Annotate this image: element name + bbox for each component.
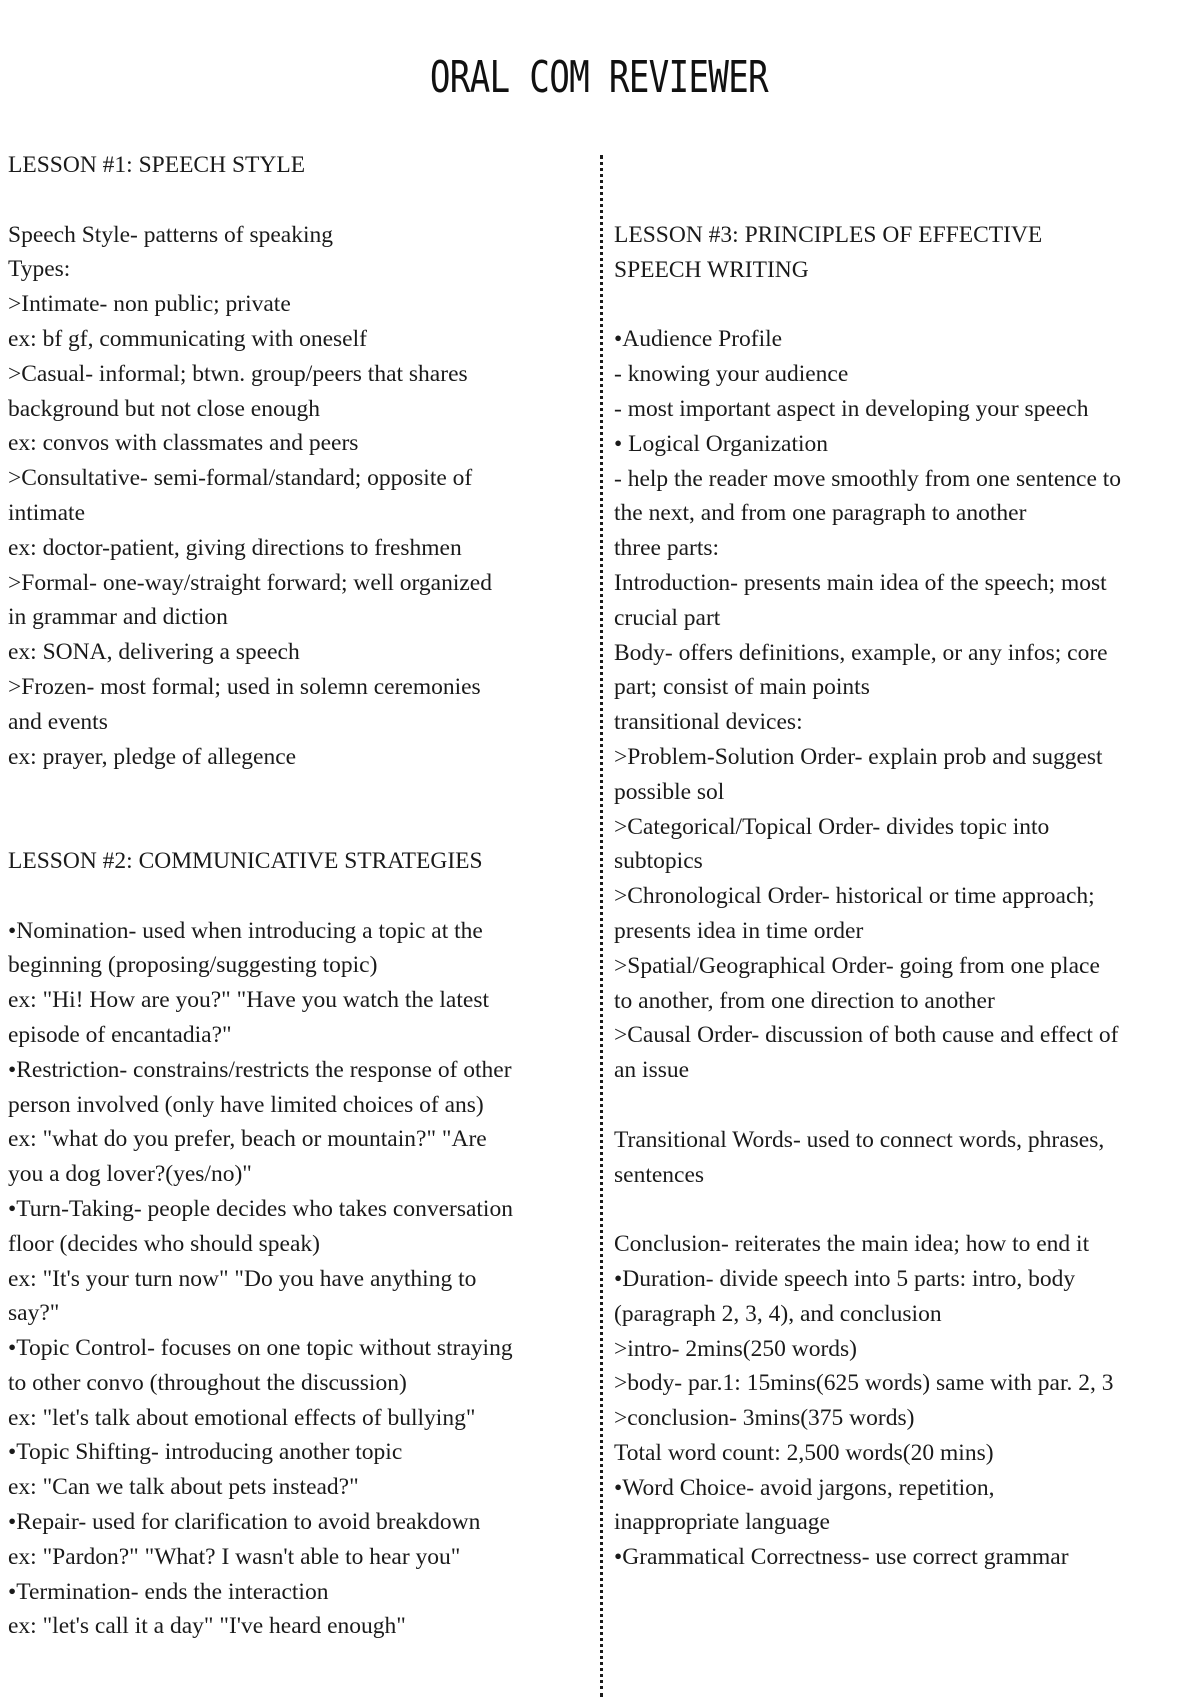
text-line: >Chronological Order- historical or time approach; <box>614 883 1095 910</box>
text-line: ex: "It's your turn now" "Do you have anything to <box>8 1265 477 1292</box>
text-line: to other convo (throughout the discussion) <box>8 1369 407 1396</box>
text-line: presents idea in time order <box>614 917 864 944</box>
text-line: (paragraph 2, 3, 4), and conclusion <box>614 1300 942 1327</box>
text-line: Total word count: 2,500 words(20 mins) <box>614 1439 994 1466</box>
text-line: >Frozen- most formal; used in solemn ceremonies <box>8 673 481 700</box>
text-line: >Casual- informal; btwn. group/peers that shares <box>8 360 468 387</box>
text-line: •Grammatical Correctness- use correct grammar <box>614 1544 1069 1571</box>
text-line: Body- offers definitions, example, or any infos; core <box>614 639 1108 666</box>
text-line: •Restriction- constrains/restricts the response of other <box>8 1056 512 1083</box>
right-column <box>614 218 1196 1575</box>
text-line: >body- par.1: 15mins(625 words) same with par. 2, 3 <box>614 1370 1114 1397</box>
text-line: ex: "Hi! How are you?" "Have you watch the latest <box>8 987 489 1014</box>
text-line: intimate <box>8 499 86 526</box>
text-line: and events <box>8 708 108 735</box>
text-line: >conclusion- 3mins(375 words) <box>614 1405 915 1432</box>
text-line: in grammar and diction <box>8 604 228 631</box>
text-line: >Spatial/Geographical Order- going from one place <box>614 952 1100 979</box>
text-line: ex: convos with classmates and peers <box>8 430 359 457</box>
text-line: •Audience Profile <box>614 326 783 353</box>
text-line: ex: prayer, pledge of allegence <box>8 743 297 770</box>
text-line: beginning (proposing/suggesting topic) <box>8 952 378 979</box>
text-line: >intro- 2mins(250 words) <box>614 1335 858 1362</box>
text-line: you a dog lover?(yes/no)" <box>8 1161 252 1188</box>
left-column <box>8 148 593 1644</box>
text-line: sentences <box>614 1161 705 1188</box>
lesson-heading-line: LESSON #3: PRINCIPLES OF EFFECTIVE <box>614 222 1043 248</box>
text-line: •Nomination- used when introducing a topic at the <box>8 917 483 944</box>
text-line: >Consultative- semi-formal/standard; opposite of <box>8 465 473 492</box>
text-line: ex: doctor-patient, giving directions to freshmen <box>8 534 462 561</box>
text-line: SPEECH WRITING <box>614 256 809 283</box>
text-line: three parts: <box>614 535 720 562</box>
text-line: ex: "let's call it a day" "I've heard enough" <box>8 1613 406 1640</box>
text-line: to another, from one direction to another <box>614 987 995 1014</box>
text-line: Types: <box>8 256 71 283</box>
blank-line <box>8 183 593 218</box>
lesson-heading-line: LESSON #2: COMMUNICATIVE STRATEGIES <box>8 847 483 874</box>
text-line: ex: "Can we talk about pets instead?" <box>8 1474 359 1501</box>
text-line: floor (decides who should speak) <box>8 1230 320 1257</box>
text-line: person involved (only have limited choices of ans) <box>8 1091 484 1118</box>
text-line: •Word Choice- avoid jargons, repetition, <box>614 1474 995 1501</box>
text-line: Speech Style- patterns of speaking <box>8 221 333 248</box>
text-line: •Termination- ends the interaction <box>8 1578 329 1605</box>
text-line: •Turn-Taking- people decides who takes conversation <box>8 1195 513 1222</box>
text-line: transitional devices: <box>614 709 803 736</box>
blank-line <box>614 288 1196 323</box>
text-line: ex: "what do you prefer, beach or mountain?" "Are <box>8 1126 487 1153</box>
text-line: >Problem-Solution Order- explain prob and suggest <box>614 743 1103 770</box>
text-line: • Logical Organization <box>614 430 829 457</box>
text-line: say?" <box>8 1300 60 1327</box>
text-line: ex: bf gf, communicating with oneself <box>8 325 367 352</box>
text-line: •Topic Shifting- introducing another topic <box>8 1439 403 1466</box>
text-line: background but not close enough <box>8 395 320 422</box>
blank-line <box>8 879 593 914</box>
text-line: - most important aspect in developing your speech <box>614 395 1089 422</box>
page-title: ORAL COM REVIEWER <box>429 52 768 103</box>
blank-line <box>8 809 593 844</box>
blank-line <box>614 1192 1196 1227</box>
blank-line <box>8 774 593 809</box>
text-line: crucial part <box>614 604 721 631</box>
text-line: ex: SONA, delivering a speech <box>8 639 300 666</box>
text-line: Conclusion- reiterates the main idea; how to end it <box>614 1231 1090 1258</box>
text-line: Transitional Words- used to connect words, phrases, <box>614 1126 1105 1153</box>
text-line: episode of encantadia?" <box>8 1021 232 1048</box>
text-line: >Categorical/Topical Order- divides topic into <box>614 813 1050 840</box>
text-line: subtopics <box>614 848 703 875</box>
text-line: an issue <box>614 1057 690 1084</box>
text-line: - knowing your audience <box>614 361 849 388</box>
blank-line <box>614 1088 1196 1123</box>
text-line: Introduction- presents main idea of the speech; most <box>614 569 1107 596</box>
text-line: ex: "Pardon?" "What? I wasn't able to hear you" <box>8 1543 461 1570</box>
text-line: >Intimate- non public; private <box>8 291 291 318</box>
text-line: inappropriate language <box>614 1509 830 1536</box>
text-line: •Repair- used for clarification to avoid breakdown <box>8 1509 481 1536</box>
text-line: ex: "let's talk about emotional effects of bullying" <box>8 1404 476 1431</box>
text-line: >Formal- one-way/straight forward; well organized <box>8 569 492 596</box>
text-line: part; consist of main points <box>614 674 870 701</box>
text-line: >Causal Order- discussion of both cause and effect of <box>614 1022 1119 1049</box>
column-divider <box>600 155 603 1697</box>
text-line: •Duration- divide speech into 5 parts: intro, body <box>614 1265 1076 1292</box>
text-line: •Topic Control- focuses on one topic without straying <box>8 1335 513 1362</box>
text-line: possible sol <box>614 778 725 805</box>
text-line: the next, and from one paragraph to another <box>614 500 1027 527</box>
lesson-heading-line: LESSON #1: SPEECH STYLE <box>8 152 306 178</box>
text-line: - help the reader move smoothly from one sentence to <box>614 465 1122 492</box>
